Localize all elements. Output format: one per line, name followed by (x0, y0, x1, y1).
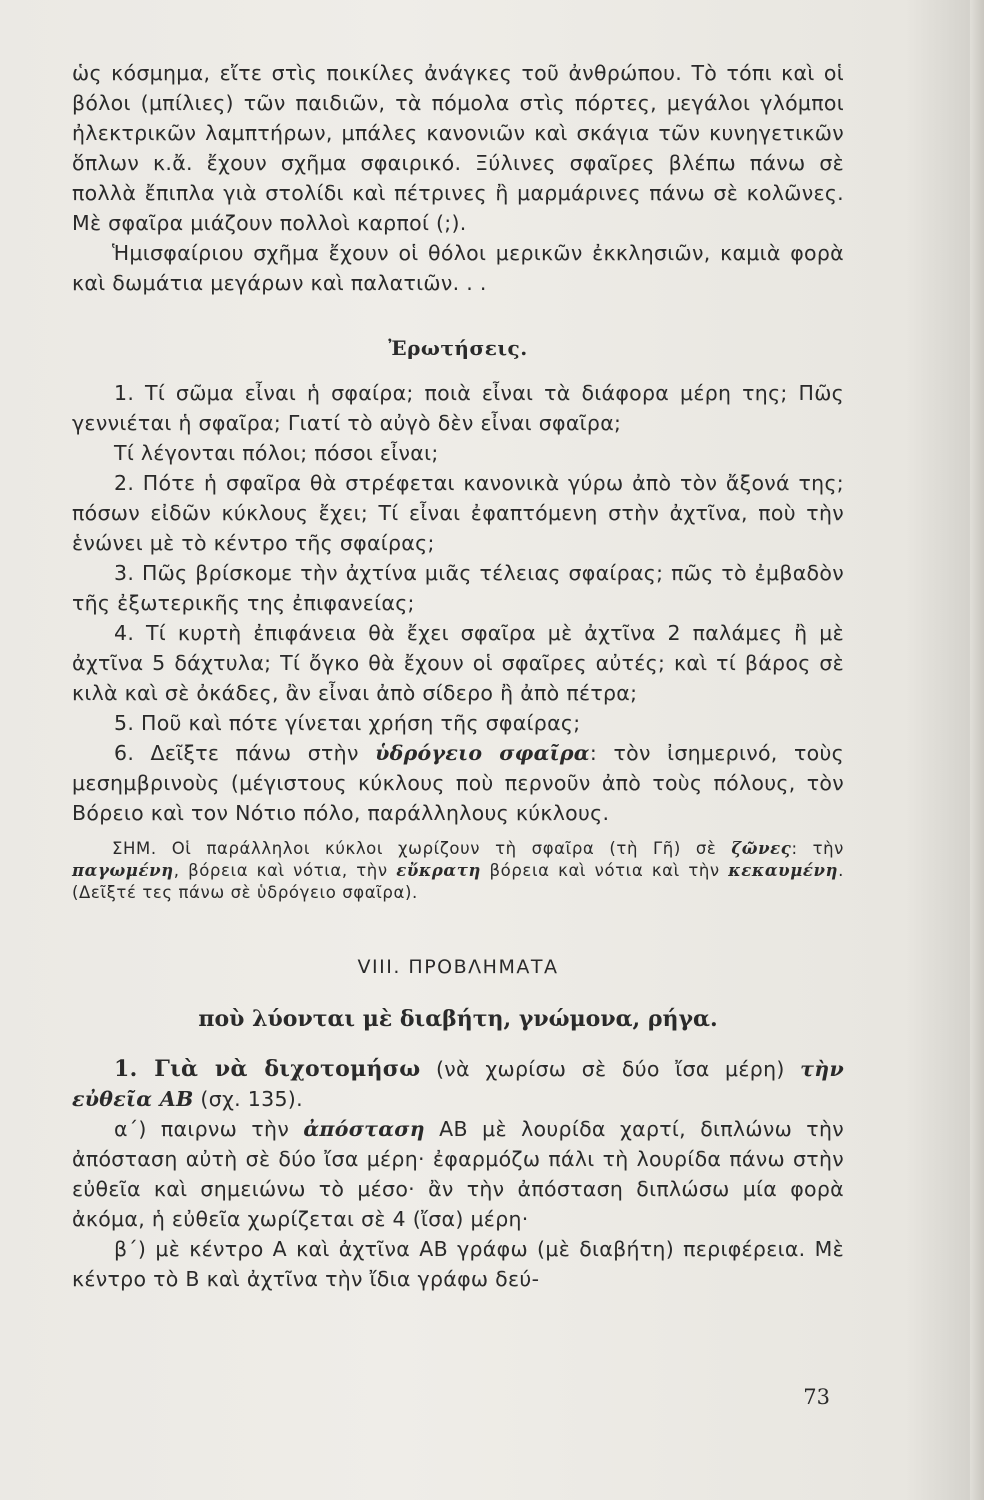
note-emphasis-frozen: παγωμένη (72, 861, 174, 880)
question-5: 5. Ποῦ καὶ πότε γίνεται χρήση τῆς σφαίρας; (114, 711, 581, 735)
note-part-d: βόρεια καὶ νότια καὶ τὴν (481, 861, 729, 880)
note-emphasis-torrid: κεκαυμένη (728, 861, 839, 880)
question-6-start: 6. Δεῖξτε πάνω στὴν (114, 741, 376, 765)
problem-1-step-a (72, 1114, 844, 1234)
question-6-end: : τὸν ἰσημερινό, τοὺς μεσημβρινοὺς (μέγιστους κύκλους ποὺ περνοῦν ἀπὸ τοὺς πόλους, τὸν Βόρειο καὶ τον Νότιο πόλο, παράλληλους κύκλους. (72, 741, 844, 825)
step-a-emphasis: ἀπόσταση (303, 1117, 425, 1141)
step-a-start: α΄) παιρνω τὴν (114, 1117, 304, 1141)
problem-1-lead: 1. Γιὰ νὰ διχοτομήσω (114, 1056, 421, 1082)
intro-section (72, 58, 844, 298)
question-3: 3. Πῶς βρίσκομε τὴν ἀχτίνα μιᾶς τέλειας σφαίρας; πῶς τὸ ἐμβαδὸν τῆς ἐξωτερικῆς της ἐπιφανείας; (72, 561, 844, 615)
question-4: 4. Τί κυρτὴ ἐπιφάνεια θὰ ἔχει σφαῖρα μὲ ἀχτῖνα 2 παλάμες ἢ μὲ ἀχτῖνα 5 δάχτυλα; Τί ὄγκο θὰ ἔχουν οἱ σφαῖρες αὐτές; καὶ τί βάρος σὲ κιλὰ καὶ σὲ ὀκάδες, ἂν εἶναι ἀπὸ σίδερο ἢ ἀπὸ πέτρα; (72, 621, 844, 705)
note-emphasis-temperate: εὔκρατη (396, 861, 482, 880)
question-1b: Τί λέγονται πόλοι; πόσοι εἶναι; (114, 441, 439, 465)
page-edge-shadow (970, 0, 984, 1500)
intro-paragraph-2: Ἡμισφαίριου σχῆμα ἔχουν οἱ θόλοι μερικῶν ἐκκλησιῶν, καμιὰ φορὰ καὶ δωμάτια μεγάρων καὶ παλατιῶν. . . (72, 241, 844, 295)
note-part-c: , βόρεια καὶ νότια, τὴν (173, 861, 397, 880)
note-paragraph (72, 838, 844, 904)
questions-heading: Ἐρωτήσεις. (388, 336, 528, 360)
page-number: 73 (803, 1385, 830, 1409)
problem-1-emphasis: τὴν εὐθεῖα ΑΒ (72, 1057, 844, 1111)
problem-1-lead-rest: (νὰ χωρίσω σὲ δύο ἴσα μέρη) (420, 1057, 801, 1081)
question-1: 1. Τί σῶμα εἶναι ἡ σφαίρα; ποιὰ εἶναι τὰ διάφορα μέρη της; Πῶς γεννιέται ἡ σφαῖρα; Γιατί τὸ αὐγὸ δὲν εἶναι σφαῖρα; (72, 381, 844, 435)
questions-list (72, 378, 844, 828)
note-part-b: : τὴν (791, 839, 844, 858)
intro-paragraph-1: ὡς κόσμημα, εἴτε στὶς ποικίλες ἀνάγκες τοῦ ἀνθρώπου. Τὸ τόπι καὶ οἱ βόλοι (μπίλιες) τῶν παιδιῶν, τὰ πόμολα στὶς πόρτες, μεγάλοι γλόμποι ἠλεκτρικῶν λαμπτήρων, μπάλες κανονιῶν καὶ σκάγια τῶν κυνηγετικῶν ὅπλων κ.ἄ. ἔχουν σχῆμα σφαιρικό. Ξύλινες σφαῖρες βλέπω πάνω σὲ πολλὰ ἔπιπλα γιὰ στολίδι καὶ πέτρινες ἢ μαρμάρινες πάνω σὲ κολῶνες. Μὲ σφαῖρα μιάζουν πολλοὶ καρποί (;). (72, 61, 844, 235)
note-emphasis-zones: ζῶνες (731, 839, 792, 858)
problem-1-figure-ref: (σχ. 135). (193, 1087, 303, 1111)
problem-1-section (72, 1054, 844, 1294)
problem-1-statement (72, 1054, 844, 1114)
chapter-subtitle: ποὺ λύονται μὲ διαβήτη, γνώμονα, ρήγα. (198, 1006, 718, 1032)
chapter-title: VIII. ΠΡΟΒΛΗΜΑΤΑ (357, 956, 559, 978)
question-6 (72, 738, 844, 828)
problem-1-step-b: β΄) μὲ κέντρο Α καὶ ἀχτῖνα ΑΒ γράφω (μὲ διαβήτη) περιφέρεια. Μὲ κέντρο τὸ Β καὶ ἀχτῖνα τὴν ἴδια γράφω δεύ- (72, 1237, 844, 1291)
note-part-a: ΣΗΜ. Οἱ παράλληλοι κύκλοι χωρίζουν τὴ σφαῖρα (τὴ Γῆ) σὲ (112, 839, 732, 858)
step-a-end: ΑΒ μὲ λουρίδα χαρτί, διπλώνω τὴν ἀπόσταση αὐτὴ σὲ δύο ἴσα μέρη· ἐφαρμόζω πάλι τὴ λουρίδα πάνω στὴν εὐθεῖα καὶ σημειώνω τὸ μέσο· ἂν τὴν ἀπόσταση διπλώσω μία φορὰ ἀκόμα, ἡ εὐθεῖα χωρίζεται σὲ 4 (ἴσα) μέρη· (72, 1117, 844, 1231)
question-2: 2. Πότε ἡ σφαῖρα θὰ στρέφεται κανονικὰ γύρω ἀπὸ τὸν ἄξονά της; πόσων εἰδῶν κύκλους ἔχει; Τί εἶναι ἐφαπτόμενη στὴν ἀχτῖνα, ποὺ τὴν ἑνώνει μὲ τὸ κέντρο τῆς σφαίρας; (72, 471, 844, 555)
note-part-e: . (Δεῖξτέ τες πάνω σὲ ὑδρόγειο σφαῖρα). (72, 861, 845, 902)
question-6-emphasis: ὑδρόγειο σφαῖρα (375, 741, 590, 765)
